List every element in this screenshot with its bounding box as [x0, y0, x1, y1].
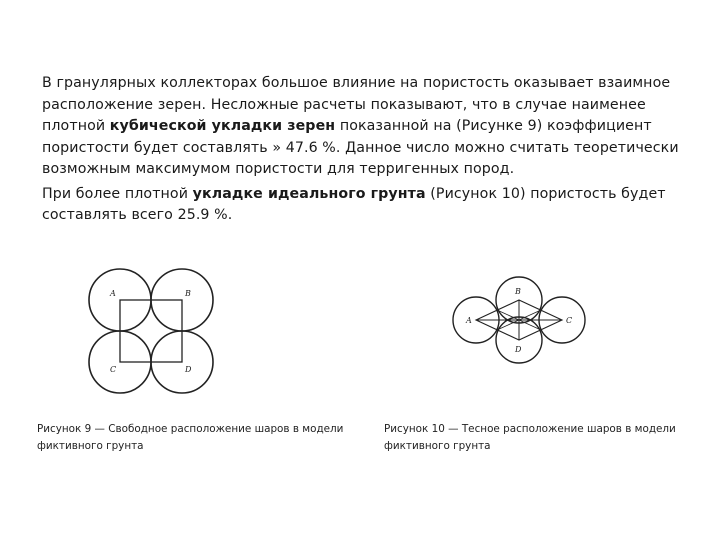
cell-square: [120, 300, 182, 362]
paragraph-2-bold: укладке идеального грунта: [192, 185, 426, 202]
label-b: B: [185, 289, 191, 298]
paragraph-2: [42, 184, 692, 227]
label-c: C: [566, 316, 573, 325]
paragraph-1-bold: кубической укладки зерен: [109, 118, 336, 134]
figure-10-dense-packing: [450, 268, 590, 398]
inner-line-4: [519, 320, 541, 330]
figure-9-caption: Рисунок 9 — Свободное расположение шаров в модели фиктивного грунта: [37, 423, 344, 452]
label-d: D: [515, 345, 522, 354]
figure-9-cubic-packing: [88, 268, 218, 398]
figure-9-drawing: [88, 268, 218, 398]
paragraph-2-text-b: (Рисунок 10) пористость будет составлять всего 25.9 %.: [42, 185, 666, 223]
label-d: D: [185, 365, 192, 374]
label-b: B: [515, 287, 521, 296]
figure-10-caption: Рисунок 10 — Тесное расположение шаров в модели фиктивного грунта: [384, 423, 676, 452]
figure-10-drawing: [450, 268, 590, 398]
label-a: A: [466, 316, 472, 325]
inner-line-2: [519, 310, 541, 320]
paragraph-1: [42, 73, 692, 181]
label-c: C: [110, 365, 117, 374]
paragraph-2-text-a: При более плотной: [42, 185, 193, 202]
body-text: [42, 73, 692, 227]
label-a: A: [110, 289, 116, 298]
paragraph-1-text-a: В гранулярных коллекторах большое влияние на пористость оказывает взаимное расположение зерен. Несложные расчеты показывают, что в случае наименее плотной: [42, 75, 671, 134]
inner-line-3: [497, 320, 519, 330]
inner-line-1: [497, 310, 519, 320]
paragraph-1-text-b: показанной на (Рисунке 9) коэффициент пористости будет составлять » 47.6 %. Данное число можно считать теоретически возможным максимумом пористости для терригенных пород.: [42, 118, 679, 177]
